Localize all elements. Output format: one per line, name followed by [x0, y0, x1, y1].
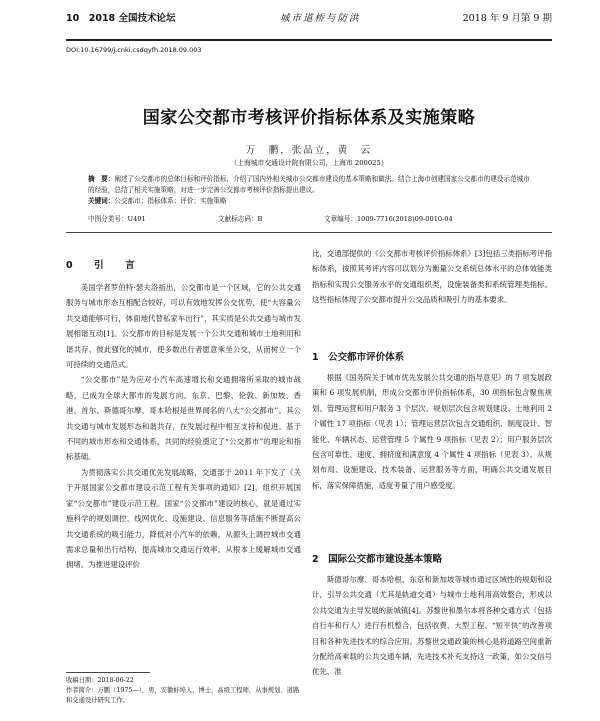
running-header — [66, 6, 552, 26]
paragraph: 为贯彻落实公共交通优先发展战略，交通部于 2011 年下发了《关于开展国家公交都市建设示范工程有关事项的通知》[2]，组织开展国家“公交都市”建设示范工程。国家“公交都市”建设的核心，就是通过实施科学的规划调控、线网优化、设施建设、信息服务等措施不断提高公共交通系统的吸引能力，降低对小汽车的依赖，从源头上调控城市交通需求总量和出行结构，提高城市交通运行效率。从根本上缓解城市交通拥堵。为推进建设评价 — [66, 467, 301, 570]
footnote-rule — [66, 672, 150, 673]
author-bio: 作者简介：万鹏（1975—），男，安徽蚌埠人，博士，高级工程师，从事规划、道路和交通设计研究工作。 — [66, 687, 300, 704]
affiliation: （上海城市交通设计院有限公司，上海市 200025） — [230, 159, 388, 167]
left-column — [66, 280, 301, 573]
issue-info: 2018 年 9 月第 9 期 — [462, 13, 552, 24]
abstract-rule — [66, 232, 552, 233]
article-number: 文章编号：1009-7716(2018)09-0010-04 — [324, 215, 453, 223]
paper-title: 国家公交都市考核评价指标体系及实施策略 — [142, 108, 476, 128]
section-heading-evaluation-system: 1 公交都市评价体系 — [312, 352, 405, 363]
section1-body — [312, 370, 552, 493]
paragraph: 斯德哥尔摩、哥本哈根、东京和新加坡等城市通过区域性的规划和设计，引导公共交通（尤其是轨道交通）与城市土地利用高效整合，形成以公共交通为主导发展的新城镇[4]。苏黎世和墨尔本将各种交通方式（包括自行车和行人）进行有机整合，包括收费、大型工程、“短平快”的改善项目和各种先进技术的综合应用。苏黎世交通政策的核心是将道路空间重新分配给高乘载的公共交通车辆，先进技术补充支持这一政策，如公交信号优先、准 — [312, 575, 552, 677]
page-journal: 10 2018 全国技术论坛 — [66, 13, 176, 24]
document-code: 文献标志码：B — [218, 215, 263, 223]
keywords-label: 关键词： — [88, 197, 115, 205]
doi: DOI:10.16799/j.cnki.csdqyfh.2018.09.003 — [66, 46, 202, 54]
received-date: 收稿日期：2018-06-22 — [66, 677, 134, 684]
abstract-text: 阐述了公交都市的总体目标和评价指标，介绍了国内外相关城市公交都市建设的基本策略和做法。结合上海市创建国家公交都市的建设示范城市的经验，总结了相关实施策略，对进一步完善公交都市考核评价指标提出建议。 — [88, 175, 530, 194]
authors: 万 鹏，张品立，黄 云 — [245, 145, 373, 156]
header-rule — [66, 39, 552, 41]
paragraph: “公交都市”是为应对小汽车高速增长和交通拥堵所采取的城市战略，已成为全球大都市的发展方向。东京、巴黎、伦敦、新加坡、香港、首尔、斯德哥尔摩、哥本哈根是世界闻名的八大“公交都市”。其公共交通与城市发展形态和谐共存，在发展过程中相互支持和促进。基于不同的城市形态和交通体系，共同的经验奠定了“公交都市”的理论和指标基础。 — [66, 375, 301, 462]
paragraph: 根据《国务院关于城市优先发展公共交通的指导意见》的 7 项发展政策和 6 项发展机制，形成公交都市评价指标体系，30 项指标包含聚焦规划、管理运营和用户服务 3 个层次。规划层次包含规划建设、土地利用 2 个属性 17 项指标（见表 1）；管理运营层次包含交通组织、制度设计、智能化、车辆状态、运营管理 5 个属性 9 项指标（见表 2）；用户服务层次包含可靠性、速度、拥挤度和满意度 4 个属性 4 项指标（见表 3）。从规划布局、设施建设、技术装备、运营服务等方面，明确公共交通发展目标，落实保障措施，适度考量了用户感受度。 — [312, 373, 552, 490]
clc-number: 中图分类号：U491 — [88, 215, 146, 223]
section-heading-introduction: 0 引 言 — [66, 260, 141, 271]
abstract-label: 摘 要： — [88, 175, 115, 183]
keywords: 公交都市；指标体系；评价；实施策略 — [114, 197, 227, 205]
section2-body — [312, 572, 552, 680]
paragraph: 美国学者罗伯特·瑟夫洛指出，公交都市是一个区域，它的公共交通服务与城市形态互相配合较好，可以有效地发挥公交优势，使“大容量公共交通能够可行，体面地代替私家车出行”，其实质是公共交通与城市发展相谐互动[1]。公交都市的目标是发展一个公共交通和城市土地利用和谐共存、彼此强化的城市，使多数出行者愿意乘坐公交，从而树立一个可持续的交通范式。 — [66, 283, 301, 370]
paragraph: 比，交通部提供的《公交都市考核评价指标体系》[3]包括三类指标考评指标体系，按照其考评内容可以划分为衡量公交系统总体水平的总体效能类指标和实现公交服务水平的交通组织类，设施装备类和系统管理类指标。这些指标体现了公交都市提升公交品质和吸引力的基本要求。 — [312, 249, 552, 305]
right-column-intro — [312, 246, 552, 308]
section-heading-international-strategies: 2 国际公交都市建设基本策略 — [312, 554, 443, 565]
abstract — [88, 174, 532, 207]
footnote — [66, 676, 301, 706]
column-name: 城市道桥与防洪 — [280, 13, 361, 24]
classification-meta — [88, 213, 532, 225]
